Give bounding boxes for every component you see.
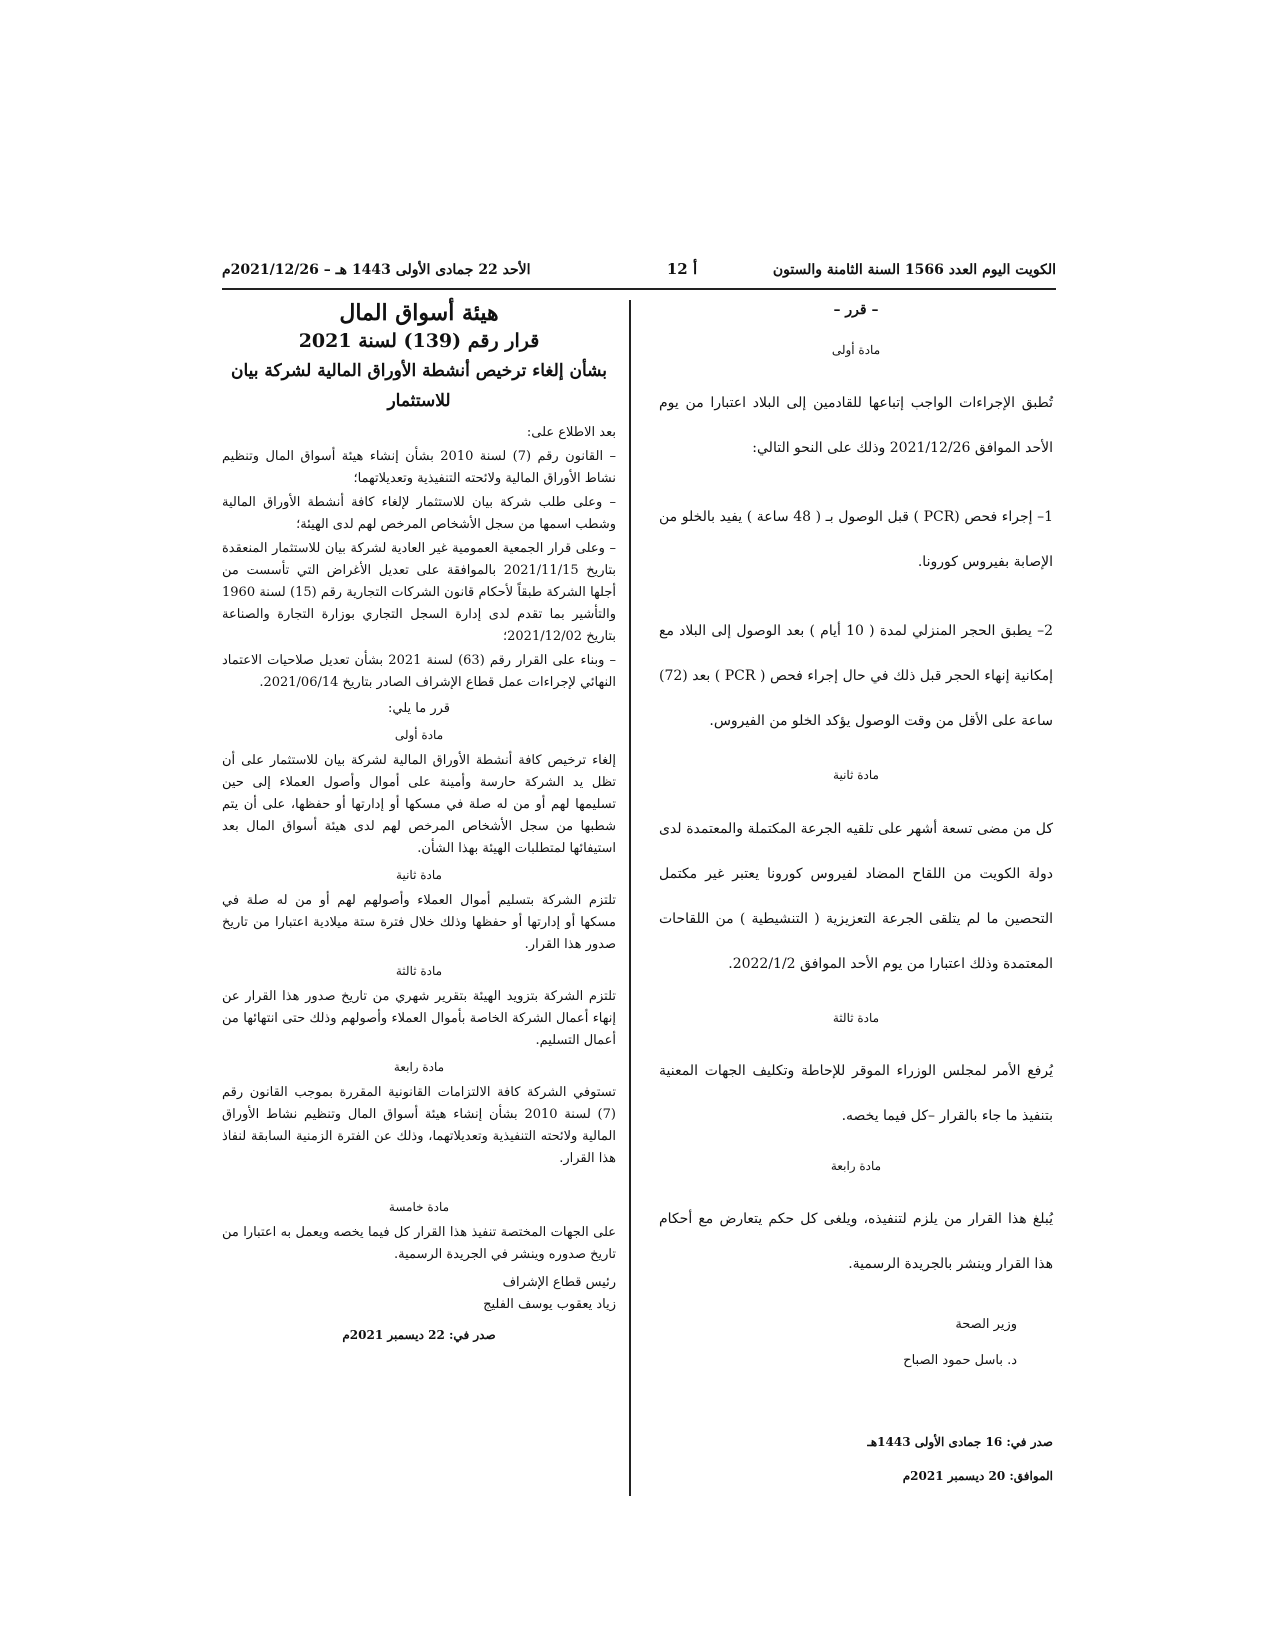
- cma-signer-title: رئيس قطاع الإشراف: [502, 1275, 616, 1290]
- issued-gregorian: الموافق: 20 ديسمبر 2021م: [902, 1469, 1053, 1484]
- header-page-number: أ 12: [666, 260, 698, 278]
- header-issue-info: الكويت اليوم العدد 1566 السنة الثامنة والستون: [772, 262, 1056, 278]
- header-date: الأحد 22 جمادى الأولى 1443 هـ – 2021/12/26م: [222, 262, 531, 278]
- preamble-1: – القانون رقم (7) لسنة 2010 بشأن إنشاء هيئة أسواق المال وتنظيم نشاط الأوراق المالية ولائحته التنفيذية وتعديلاتهما؛: [222, 449, 616, 486]
- health-decision-column: [659, 302, 1053, 1493]
- article-3-text: يُرفع الأمر لمجلس الوزراء الموقر للإحاطة وتكليف الجهات المعنية بتنفيذ ما جاء بالقرار –كل فيما يخصه.: [659, 1062, 1053, 1124]
- decree-heading: – قرر –: [833, 302, 879, 318]
- article-2-text: كل من مضى تسعة أشهر على تلقيه الجرعة المكتملة والمعتمدة لدى دولة الكويت من اللقاح المضاد لفيروس كورونا يعتبر غير مكتمل التحصين ما لم يتلقى الجرعة التعزيزية ( التنشيطية ) من اللقاحات المعتمدة وذلك اعتبارا من يوم الأحد الموافق 2022/1/2.: [659, 820, 1053, 972]
- authority-name: هيئة أسواق المال: [339, 300, 499, 326]
- after-review-label: بعد الاطلاع على:: [526, 425, 616, 440]
- issued-hijri: صدر في: 16 جمادى الأولى 1443هـ: [867, 1435, 1053, 1450]
- preamble-3: – وعلى قرار الجمعية العمومية غير العادية لشركة بيان للاستثمار المنعقدة بتاريخ 2021/11/15 بالموافقة على تعديل الأغراض التي تأسست من أجلها الشركة طبقاً لأحكام قانون الشركات التجارية رقم (15) لسنة 1960 والتأشير بما تقدم لدى إدارة السجل التجاري بوزارة التجارة والصناعة بتاريخ 2021/12/02؛: [222, 541, 617, 644]
- cma-article-3-text: تلتزم الشركة بتزويد الهيئة بتقرير شهري من تاريخ صدور هذا القرار عن إنهاء أعمال الشركة الخاصة بأموال العملاء وأصولهم وذلك حتى انتهائها من أعمال التسليم.: [222, 989, 616, 1048]
- cma-article-4-title: مادة رابعة: [393, 1060, 445, 1074]
- page-header: [222, 258, 1056, 290]
- column-divider: [629, 300, 631, 1496]
- article-1-intro: تُطبق الإجراءات الواجب إتباعها للقادمين إلى البلاد اعتبارا من يوم الأحد الموافق 2021/12/26 وذلك على النحو التالي:: [659, 395, 1053, 457]
- article-1-item-1: 1– إجراء فحص (PCR ) قبل الوصول بـ ( 48 ساعة ) يفيد بالخلو من الإصابة بفيروس كورونا.: [659, 509, 1053, 571]
- cma-article-5-text: على الجهات المختصة تنفيذ هذا القرار كل فيما يخصه ويعمل به اعتبارا من تاريخ صدوره وينشر في الجريدة الرسمية.: [222, 1225, 616, 1262]
- issue-dates: [659, 1425, 1053, 1493]
- signer-title: وزير الصحة: [955, 1317, 1017, 1333]
- article-1-title: مادة أولى: [831, 342, 881, 357]
- signer-name: د. باسل حمود الصباح: [903, 1353, 1017, 1369]
- cma-article-5-title: مادة خامسة: [388, 1200, 450, 1214]
- cma-article-1-text: إلغاء ترخيص كافة أنشطة الأوراق المالية لشركة بيان للاستثمار على أن تظل يد الشركة حارسة وأمينة على أموال وأصول العملاء إلى حين تسليمها لهم أو من له صلة في مسكها أو إدارتها أو حفظها، على أن يتم شطبها من سجل الأشخاص المرخص لهم لدى هيئة أسواق المال بعد استيفائها لمتطلبات الهيئة بهذا الشأن.: [222, 753, 616, 856]
- preamble-4: – وبناء على القرار رقم (63) لسنة 2021 بشأن تعديل صلاحيات الاعتماد النهائي لإجراءات عمل قطاع الإشراف الصادر بتاريخ 2021/06/14.: [222, 653, 616, 690]
- preamble-2: – وعلى طلب شركة بيان للاستثمار لإلغاء كافة أنشطة الأوراق المالية وشطب اسمها من سجل الأشخاص المرخص لهم لدى الهيئة؛: [222, 495, 616, 532]
- cma-decision-column: [222, 302, 616, 1346]
- article-3-title: مادة ثالثة: [832, 1010, 880, 1025]
- article-4-text: يُبلغ هذا القرار من يلزم لتنفيذه، ويلغى كل حكم يتعارض مع أحكام هذا القرار وينشر بالجريدة الرسمية.: [659, 1211, 1053, 1273]
- cma-article-1-title: مادة أولى: [394, 728, 444, 742]
- article-4-title: مادة رابعة: [830, 1158, 882, 1173]
- decided-label: قرر ما يلي:: [388, 701, 450, 716]
- cma-article-4-text: تستوفي الشركة كافة الالتزامات القانونية المقررة بموجب القانون رقم (7) لسنة 2010 بشأن إنشاء هيئة أسواق المال وتنظيم نشاط الأوراق المالية ولائحته التنفيذية وتعديلاتهما، وذلك عن الفترة الزمنية السابقة لنفاذ هذا القرار.: [222, 1085, 616, 1166]
- decision-number: قرار رقم (139) لسنة 2021: [298, 330, 540, 352]
- article-1-item-2: 2– يطبق الحجر المنزلي لمدة ( 10 أيام ) بعد الوصول إلى البلاد مع إمكانية إنهاء الحجر قبل ذلك في حال إجراء فحص ( PCR ) بعد (72) ساعة على الأقل من وقت الوصول يؤكد الخلو من الفيروس.: [659, 623, 1053, 730]
- cma-article-2-title: مادة ثانية: [396, 868, 442, 882]
- cma-article-3-title: مادة ثالثة: [395, 964, 443, 978]
- cma-signer-name: زياد يعقوب يوسف الفليج: [483, 1297, 616, 1312]
- article-2-title: مادة ثانية: [833, 768, 879, 783]
- decision-subject: بشأن إلغاء ترخيص أنشطة الأوراق المالية لشركة بيان للاستثمار: [230, 361, 608, 411]
- cma-issued-date: صدر في: 22 ديسمبر 2021م: [342, 1328, 496, 1342]
- cma-article-2-text: تلتزم الشركة بتسليم أموال العملاء وأصولهم لهم أو من له صلة في مسكها أو إدارتها أو حفظها وذلك خلال فترة ستة ميلادية اعتبارا من تاريخ صدور هذا القرار.: [222, 893, 616, 952]
